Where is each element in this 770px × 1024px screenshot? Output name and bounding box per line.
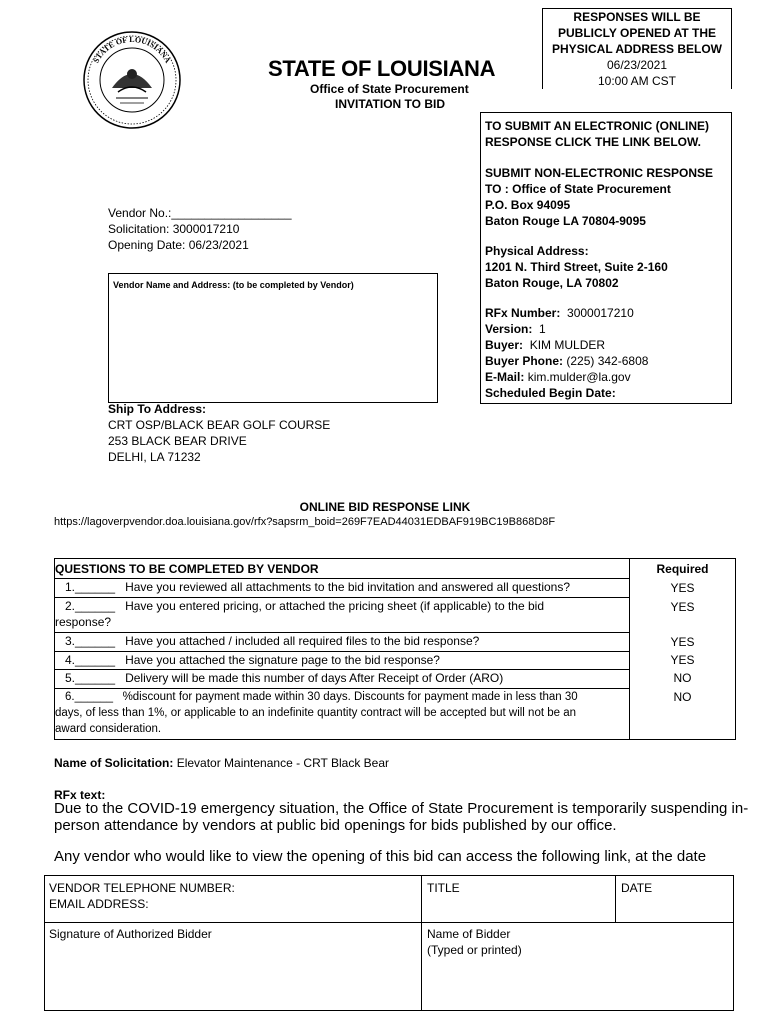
vendor-box-label: Vendor Name and Address: (to be completed by Vendor): [113, 280, 354, 290]
bidder-name-sublabel: (Typed or printed): [427, 943, 522, 957]
nonelectronic-line1: SUBMIT NON-ELECTRONIC RESPONSE: [485, 166, 714, 180]
opening-time: 10:00 AM CST: [597, 74, 677, 88]
nonelectronic-line2: TO : Office of State Procurement: [485, 182, 671, 196]
state-seal-icon: [82, 30, 182, 130]
solicitation-name: Name of Solicitation: Elevator Maintenance - CRT Black Bear: [54, 756, 390, 770]
online-link-label: ONLINE BID RESPONSE LINK: [299, 500, 471, 514]
ship-to-address: [108, 401, 330, 465]
responses-line1: RESPONSES WILL BE: [573, 10, 701, 24]
svg-text:STATE OF LOUISIANA: [92, 35, 173, 65]
question-row-1: 1.______ Have you reviewed all attachments to the bid invitation and answered all questions?: [55, 578, 629, 595]
title-label: TITLE: [427, 881, 460, 895]
vendor-number: Vendor No.:__________________: [108, 206, 292, 220]
buyer-phone: Buyer Phone: (225) 342-6808: [485, 354, 649, 368]
responses-line3: PHYSICAL ADDRESS BELOW: [551, 42, 722, 56]
electronic-line1: TO SUBMIT AN ELECTRONIC (ONLINE): [485, 119, 709, 133]
responses-notice-box: [542, 8, 732, 89]
rfx-text-label: RFx text:: [54, 788, 106, 802]
opening-date-line: Opening Date: 06/23/2021: [108, 238, 249, 252]
vendor-phone-field[interactable]: [49, 880, 235, 912]
document-type: INVITATION TO BID: [335, 97, 445, 111]
vendor-phone-label: VENDOR TELEPHONE NUMBER:: [49, 881, 235, 895]
po-box: P.O. Box 94095: [485, 198, 571, 212]
physical-city: Baton Rouge, LA 70802: [485, 276, 619, 290]
responses-line2: PUBLICLY OPENED AT THE: [557, 26, 717, 40]
ship-to-line1: CRT OSP/BLACK BEAR GOLF COURSE: [108, 418, 331, 432]
required-3: YES: [670, 635, 695, 649]
buyer: Buyer: KIM MULDER: [485, 338, 606, 352]
physical-street: 1201 N. Third Street, Suite 2-160: [485, 260, 668, 274]
question-row-6: 6.______ %discount for payment made within 30 days. Discounts for payment made in less than 30 days, of less than 1%, or applicable to an indefinite quantity contract will be accepted but will not be an award consideration.: [55, 688, 629, 737]
title-field[interactable]: [427, 880, 460, 896]
rfx-text-para2: Any vendor who would like to view the opening of this bid can access the following link, at the date: [54, 848, 707, 865]
rfx-version: Version: 1: [485, 322, 546, 336]
buyer-email: E-Mail: kim.mulder@la.gov: [485, 370, 631, 384]
required-6: NO: [673, 690, 692, 704]
mailing-city: Baton Rouge LA 70804-9095: [485, 214, 646, 228]
ship-to-line2: 253 BLACK BEAR DRIVE: [108, 434, 247, 448]
bidder-name-field[interactable]: [427, 926, 522, 958]
scheduled-begin-date: Scheduled Begin Date:: [485, 386, 616, 400]
online-bid-link[interactable]: https://lagoverpvendor.doa.louisiana.gov/rfx?sapsrm_boid=269F7EAD44031EDBAF919BC19B868D8F: [54, 516, 556, 528]
required-2: YES: [670, 600, 695, 614]
email-link[interactable]: kim.mulder@la.gov: [527, 370, 631, 384]
signature-table: [44, 875, 734, 1011]
vendor-email-label: EMAIL ADDRESS:: [49, 897, 149, 911]
solicitation-number: Solicitation: 3000017210: [108, 222, 240, 236]
office-name: Office of State Procurement: [310, 82, 469, 96]
vendor-info: [108, 205, 292, 253]
required-1: YES: [670, 581, 695, 595]
vendor-name-address-field[interactable]: [108, 273, 438, 403]
questions-table: [54, 558, 736, 740]
physical-address-label: Physical Address:: [485, 244, 589, 258]
questions-header: QUESTIONS TO BE COMPLETED BY VENDOR: [55, 562, 319, 576]
seal-text: STATE OF LOUISIANA: [91, 34, 173, 65]
signature-field[interactable]: [49, 926, 212, 942]
page-title: STATE OF LOUISIANA: [268, 56, 496, 81]
signature-label: Signature of Authorized Bidder: [49, 927, 212, 941]
questions-column: [55, 559, 630, 739]
electronic-line2: RESPONSE CLICK THE LINK BELOW.: [485, 135, 702, 149]
question-row-2: 2.______ Have you entered pricing, or attached the pricing sheet (if applicable) to the bid response?: [55, 597, 629, 630]
date-field[interactable]: [621, 880, 652, 896]
required-4: YES: [670, 653, 695, 667]
rfx-text-para1: Due to the COVID-19 emergency situation, the Office of State Procurement is temporarily suspending in-person attendance by vendors at public bid openings for bids published by our office.: [54, 800, 749, 834]
date-label: DATE: [621, 881, 653, 895]
question-row-4: 4.______ Have you attached the signature page to the bid response?: [55, 651, 629, 668]
submission-info-box: [480, 112, 732, 404]
required-header: Required: [656, 562, 709, 576]
question-row-5: 5.______ Delivery will be made this number of days After Receipt of Order (ARO): [55, 669, 629, 686]
opening-date: 06/23/2021: [606, 58, 668, 72]
required-5: NO: [673, 671, 692, 685]
rfx-number: RFx Number: 3000017210: [485, 306, 634, 320]
bidder-name-label: Name of Bidder: [427, 927, 511, 941]
ship-to-label: Ship To Address:: [108, 402, 207, 416]
ship-to-line3: DELHI, LA 71232: [108, 450, 201, 464]
question-row-3: 3.______ Have you attached / included all required files to the bid response?: [55, 632, 629, 649]
